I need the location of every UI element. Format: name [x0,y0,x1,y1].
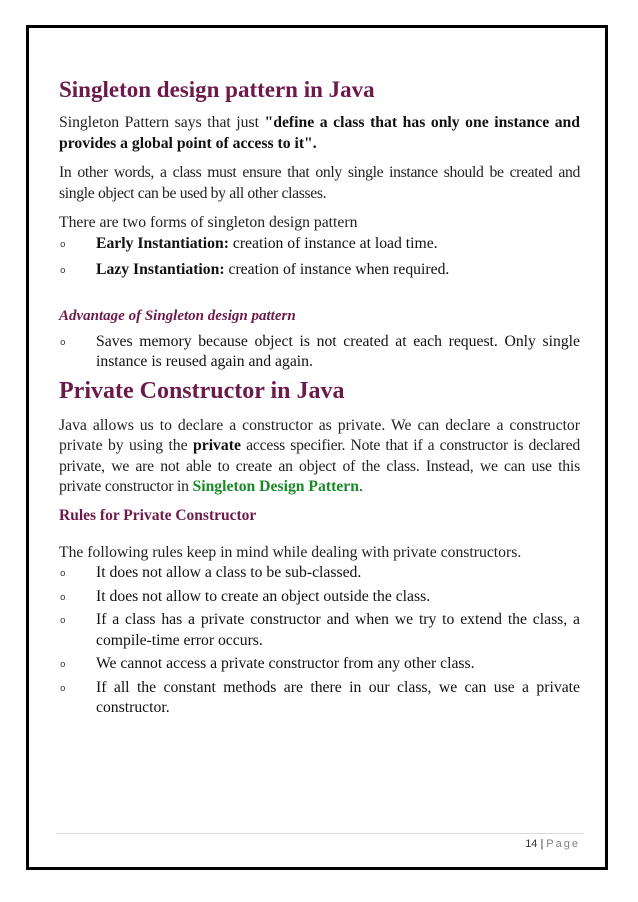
bullet-circle-icon: o [60,616,66,626]
form-description: creation of instance at load time. [228,234,438,252]
definition-quote: "define a class that has only one instance and provides a global point of access to it". [59,114,581,152]
list-item [59,654,580,675]
paragraph-text-b: access specifier. Note that if a constructor is declared private, we are not able to create an object of the class. Instead, we can use this private constructor in [59,437,580,495]
list-item [59,587,580,608]
singleton-explanation: In other words, a class must ensure that only single instance should be created and single object can be used by all other classes. [59,164,580,202]
rule-text: It does not allow a class to be sub-classed. [96,564,362,581]
list-item [59,234,580,255]
list-item [59,332,580,373]
rules-list [59,563,580,719]
form-description: creation of instance when required. [224,261,450,278]
page-footer [525,838,580,850]
private-constructor-paragraph [59,416,580,498]
advantage-heading: Advantage of Singleton design pattern [59,307,296,324]
bullet-circle-icon: o [60,266,66,276]
rule-text: It does not allow to create an object outside the class. [96,587,431,605]
section-title-private-constructor: Private Constructor in Java [59,377,345,404]
bullet-circle-icon: o [60,592,66,603]
page-number: 14 [525,838,538,850]
forms-intro: There are two forms of singleton design pattern [59,214,358,231]
bullet-circle-icon: o [60,683,66,694]
footer-separator: | [540,838,544,850]
page-content [59,76,580,722]
form-name: Early Instantiation: [96,234,229,252]
bullet-circle-icon: o [60,239,66,250]
bullet-circle-icon: o [60,569,66,579]
rules-intro: The following rules keep in mind while dealing with private constructors. [59,543,522,561]
rule-text: We cannot access a private constructor from any other class. [96,655,475,672]
rule-text: If a class has a private constructor and when we try to extend the class, a compile-time error occurs. [96,611,580,649]
bullet-circle-icon: o [60,337,66,348]
private-keyword: private [193,437,241,454]
paragraph-end: . [358,478,363,495]
singleton-design-pattern-link[interactable]: Singleton Design Pattern [192,478,359,495]
advantages-list [59,332,580,373]
singleton-definition [59,113,580,154]
bullet-circle-icon: o [60,660,66,670]
paragraph-text-a: Java allows us to declare a constructor as private. We can declare a constructor private by using the [59,416,580,454]
forms-list [59,234,580,281]
list-item [59,610,580,651]
advantage-text: Saves memory because object is not created at each request. Only single instance is reused again and again. [96,332,580,370]
list-item [59,678,580,719]
page-label: Page [546,838,580,850]
definition-text: Singleton Pattern says that just [59,114,265,131]
list-item [59,563,580,584]
form-name: Lazy Instantiation: [96,261,225,278]
list-item [59,260,580,281]
rule-text: If all the constant methods are there in our class, we can use a private constructor. [96,678,580,716]
footer-divider [56,833,584,834]
rules-heading: Rules for Private Constructor [59,506,257,524]
section-title-singleton: Singleton design pattern in Java [59,77,375,102]
